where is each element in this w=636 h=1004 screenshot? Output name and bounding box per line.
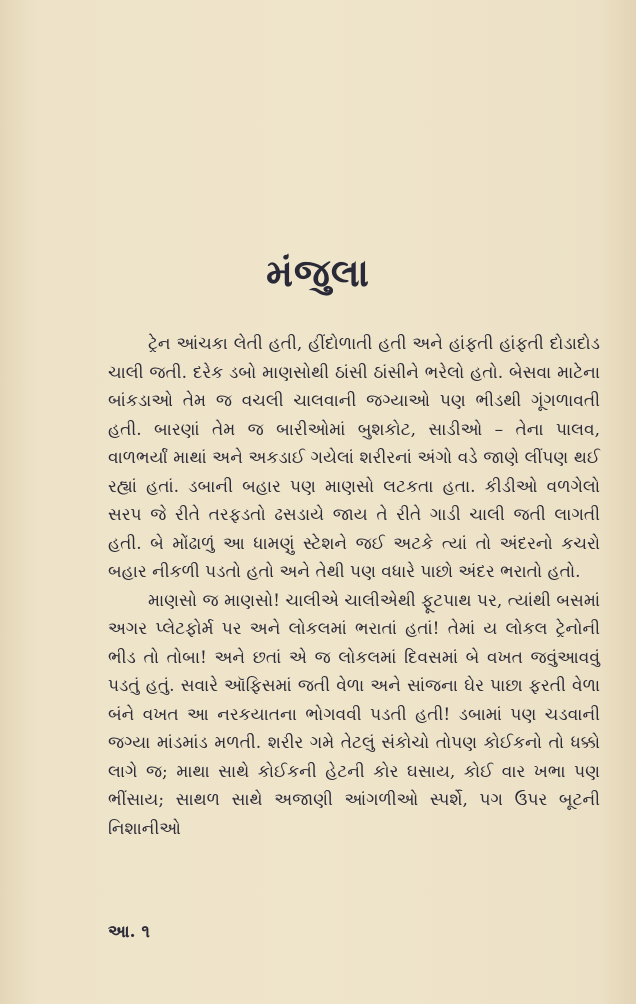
signature-mark: આ. ૧	[108, 922, 150, 942]
paragraph-1: ટ્રેન આંચકા લેતી હતી, હીંદોળાતી હતી અને હાંફતી હાંફતી દોડાદોડ ચાલી જતી. દરેક ડબો માણસોથી ઠાંસી ઠાંસીને ભરેલો હતો. બેસવા માટેના બાંકડાઓ તેમ જ વચલી ચાલવાની જગ્યાઓ પણ ભીડથી ગૂંગળાવતી હતી. બારણાં તેમ જ બારીઓમાં બુશકોટ, સાડીઓ – તેના પાલવ, વાળભર્યાં માથાં અને અકડાઈ ગયેલાં શરીરનાં અંગો વડે જાણે લીંપણ થઈ રહ્યાં હતાં. ડબાની બહાર પણ માણસો લટકતા હતા. કીડીઓ વળગેલો સરપ જે રીતે તરફડતો ઢસડાયે જાય તે રીતે ગાડી ચાલી જતી લાગતી હતી. બે મોંઢાળું આ ધામણું સ્ટેશને જઈ અટકે ત્યાં તો અંદરનો કચરો બહાર નીકળી પડતો હતો અને તેથી પણ વધારે પાછો અંદર ભરાતો હતો.	[108, 334, 600, 582]
chapter-body	[108, 330, 600, 843]
chapter-title: મંજુલા	[266, 250, 370, 295]
paragraph-2: માણસો જ માણસો! ચાલીએ ચાલીએથી ફૂટપાથ પર, ત્યાંથી બસમાં અગર પ્લેટફોર્મ પર અને લોકલમાં ભરાતાં હતાં! તેમાં ય લોકલ ટ્રેનોની ભીડ તો તોબા! અને છતાં એ જ લોકલમાં દિવસમાં બે વખત જવુંઆવવું પડતું હતું. સવારે ઑફિસમાં જતી વેળા અને સાંજના ઘેર પાછા ફરતી વેળા બંને વખત આ નરકયાતના ભોગવવી પડતી હતી! ડબામાં પણ ચડવાની જગ્યા માંડમાંડ મળતી. શરીર ગમે તેટલું સંકોચો તોપણ કોઈકનો તો ધક્કો લાગે જ; માથા સાથે કોઈકની હેટની કોર ઘસાય, કોઈ વાર ખભા પણ ભીંસાય; સાથળ સાથે અજાણી આંગળીઓ સ્પર્શે, પગ ઉપર બૂટની નિશાનીઓ	[108, 590, 600, 839]
